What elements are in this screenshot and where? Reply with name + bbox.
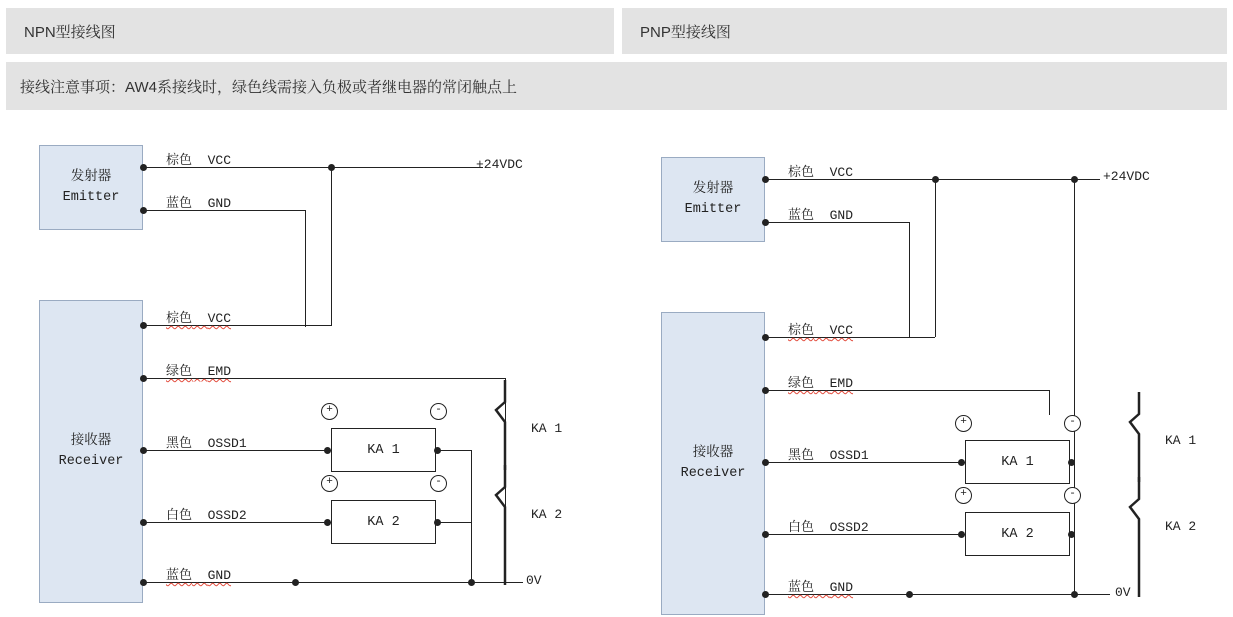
pnp-emitter-label-en: Emitter bbox=[684, 201, 742, 217]
pnp-node-ka1-plus bbox=[958, 459, 965, 466]
pnp-receiver-vcc-riser bbox=[935, 179, 936, 337]
npn-emitter-box bbox=[39, 145, 143, 230]
npn-contact-ka2-label: KA 2 bbox=[531, 507, 563, 522]
pnp-emitter-box bbox=[661, 157, 765, 242]
npn-ka2-plus-icon: + bbox=[321, 475, 338, 492]
npn-receiver-label-en: Receiver bbox=[58, 453, 124, 469]
npn-emitter-label-en: Emitter bbox=[62, 189, 120, 205]
npn-node-emitter-gnd-terminal bbox=[140, 207, 147, 214]
npn-node-ka2-plus bbox=[324, 519, 331, 526]
npn-node-gnd-junction1 bbox=[292, 579, 299, 586]
pnp-ka1-plus-icon: + bbox=[955, 415, 972, 432]
npn-supply-label: +24VDC bbox=[476, 157, 523, 172]
pnp-node-receiver-vcc-terminal bbox=[762, 334, 769, 341]
header-npn: NPN型接线图 bbox=[6, 8, 614, 54]
pnp-contact-column-wire bbox=[1049, 390, 1050, 415]
pnp-node-ka1-minus bbox=[1068, 459, 1075, 466]
npn-emitter-label-cn: 发射器 bbox=[70, 169, 112, 185]
npn-node-gnd-junction2 bbox=[468, 579, 475, 586]
npn-ka2-minus-wire bbox=[437, 522, 472, 523]
npn-emitter-gnd-label: 蓝色 GND bbox=[166, 196, 232, 211]
pnp-receiver-ossd1-label: 黑色 OSSD1 bbox=[788, 448, 869, 463]
pnp-emitter-vcc-label: 棕色 VCC bbox=[788, 165, 854, 180]
npn-ka1-minus-wire bbox=[437, 450, 472, 451]
pnp-contact-ka2-symbol bbox=[1128, 477, 1168, 597]
npn-node-receiver-gnd-terminal bbox=[140, 579, 147, 586]
pnp-ka2-plus-icon: + bbox=[955, 487, 972, 504]
npn-contact-ka1-label: KA 1 bbox=[531, 421, 563, 436]
npn-contact-ka1-symbol bbox=[494, 380, 534, 470]
npn-ka1-minus-icon: - bbox=[430, 403, 447, 420]
pnp-node-receiver-gnd-terminal bbox=[762, 591, 769, 598]
pnp-node-emitter-gnd-terminal bbox=[762, 219, 769, 226]
npn-node-emitter-vcc-terminal bbox=[140, 164, 147, 171]
pnp-receiver-label-en: Receiver bbox=[680, 465, 746, 481]
pnp-emitter-gnd-label: 蓝色 GND bbox=[788, 208, 854, 223]
npn-relay-ka1: KA 1 bbox=[331, 428, 436, 472]
pnp-receiver-emd-label: 绿色 EMD bbox=[788, 376, 854, 391]
pnp-supply-label: +24VDC bbox=[1103, 169, 1150, 184]
pnp-node-receiver-emd-terminal bbox=[762, 387, 769, 394]
npn-ground-label: 0V bbox=[526, 573, 542, 588]
npn-ka1-plus-icon: + bbox=[321, 403, 338, 420]
npn-node-ka1-plus bbox=[324, 447, 331, 454]
wiring-note: 接线注意事项：AW4系接线时，绿色线需接入负极或者继电器的常闭触点上 bbox=[6, 62, 1227, 110]
npn-receiver-gnd-label: 蓝色 GND bbox=[166, 568, 232, 583]
npn-receiver-ossd1-label: 黑色 OSSD1 bbox=[166, 436, 247, 451]
pnp-relay-ka2: KA 2 bbox=[965, 512, 1070, 556]
npn-relay-ka2: KA 2 bbox=[331, 500, 436, 544]
npn-receiver-box bbox=[39, 300, 143, 603]
pnp-ka2-minus-icon: - bbox=[1064, 487, 1081, 504]
pnp-receiver-vcc-label: 棕色 VCC bbox=[788, 323, 854, 338]
pnp-node-gnd-junction bbox=[906, 591, 913, 598]
pnp-node-ka2-minus bbox=[1068, 531, 1075, 538]
npn-receiver-vcc-top-link bbox=[305, 325, 332, 326]
header-pnp: PNP型接线图 bbox=[622, 8, 1227, 54]
pnp-receiver-label-cn: 接收器 bbox=[692, 445, 734, 461]
pnp-node-receiver-ossd2-terminal bbox=[762, 531, 769, 538]
pnp-node-receiver-ossd1-terminal bbox=[762, 459, 769, 466]
pnp-node-emitter-vcc-terminal bbox=[762, 176, 769, 183]
pnp-emitter-label-cn: 发射器 bbox=[692, 181, 734, 197]
npn-node-receiver-ossd2-terminal bbox=[140, 519, 147, 526]
header-row bbox=[0, 0, 1233, 54]
npn-receiver-vcc-riser bbox=[331, 167, 332, 325]
pnp-wiring-diagram bbox=[628, 125, 1233, 615]
npn-node-receiver-vcc-terminal bbox=[140, 322, 147, 329]
pnp-receiver-gnd-label: 蓝色 GND bbox=[788, 580, 854, 595]
npn-ka1-minus-down bbox=[471, 450, 472, 582]
pnp-receiver-box bbox=[661, 312, 765, 615]
npn-gnd-down-wire bbox=[305, 210, 306, 327]
npn-ka2-minus-icon: - bbox=[430, 475, 447, 492]
pnp-contact-ka1-symbol bbox=[1128, 392, 1168, 482]
npn-contact-ka2-symbol bbox=[494, 465, 534, 585]
pnp-ground-label: 0V bbox=[1115, 585, 1131, 600]
pnp-gnd-down-wire bbox=[909, 222, 910, 337]
npn-node-receiver-ossd1-terminal bbox=[140, 447, 147, 454]
pnp-contact-ka2-label: KA 2 bbox=[1165, 519, 1197, 534]
pnp-contact-ka1-label: KA 1 bbox=[1165, 433, 1197, 448]
npn-receiver-ossd2-label: 白色 OSSD2 bbox=[166, 508, 247, 523]
pnp-receiver-ossd2-label: 白色 OSSD2 bbox=[788, 520, 869, 535]
npn-receiver-emd-label: 绿色 EMD bbox=[166, 364, 232, 379]
npn-node-receiver-emd-terminal bbox=[140, 375, 147, 382]
pnp-node-ka2-plus bbox=[958, 531, 965, 538]
npn-receiver-vcc-label: 棕色 VCC bbox=[166, 311, 232, 326]
pnp-ka1-minus-icon: - bbox=[1064, 415, 1081, 432]
npn-receiver-label-cn: 接收器 bbox=[70, 433, 112, 449]
npn-wiring-diagram bbox=[6, 125, 618, 615]
pnp-relay-ka1: KA 1 bbox=[965, 440, 1070, 484]
npn-emitter-vcc-label: 棕色 VCC bbox=[166, 153, 232, 168]
